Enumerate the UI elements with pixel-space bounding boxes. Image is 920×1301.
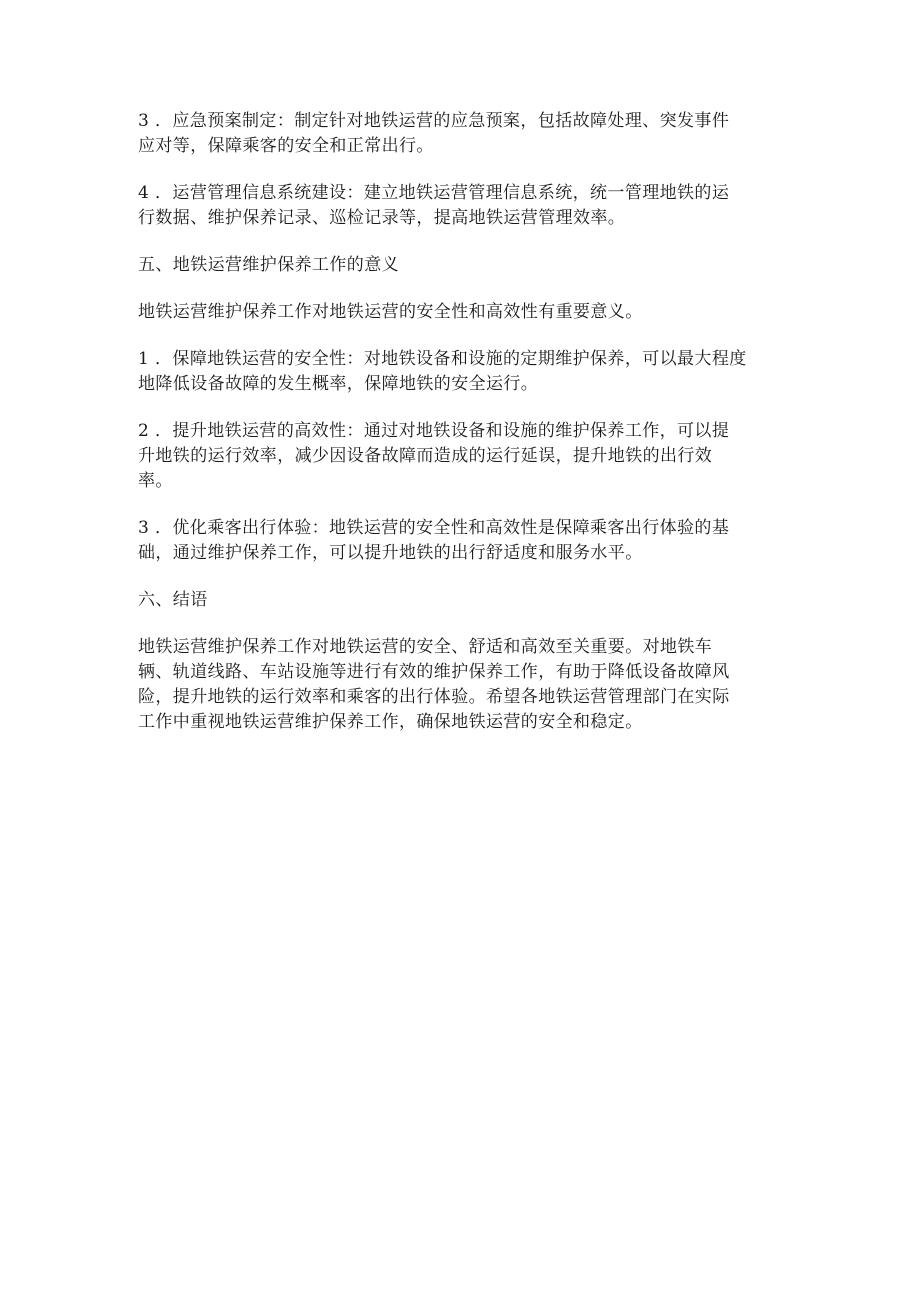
heading-text: 五、地铁运营维护保养工作的意义 [138,255,399,275]
text-line: 2 ．提升地铁运营的高效性：通过对地铁设备和设施的维护保养工作，可以提 [138,421,730,441]
list-item-safety [138,347,788,397]
list-item-passenger-experience [138,516,788,566]
body-paragraph-conclusion [138,635,788,735]
section-heading-significance [138,253,788,278]
text-line: 地铁运营维护保养工作对地铁运营的安全、舒适和高效至关重要。对地铁车 [138,637,713,657]
text-line: 1 ．保障地铁运营的安全性：对地铁设备和设施的定期维护保养，可以最大程度 [138,349,747,369]
body-paragraph-intro [138,300,788,325]
list-item-emergency-plan [138,109,788,159]
text-line: 3 ．优化乘客出行体验：地铁运营的安全性和高效性是保障乘客出行体验的基 [138,518,730,538]
text-line: 率。 [138,471,173,491]
text-line: 地铁运营维护保养工作对地铁运营的安全性和高效性有重要意义。 [138,302,643,322]
text-line: 3 ．应急预案制定：制定针对地铁运营的应急预案，包括故障处理、突发事件 [138,111,730,131]
text-line: 行数据、维护保养记录、巡检记录等，提高地铁运营管理效率。 [138,208,626,228]
text-line: 应对等，保障乘客的安全和正常出行。 [138,136,434,156]
section-heading-conclusion [138,588,788,613]
list-item-info-system [138,181,788,231]
text-line: 辆、轨道线路、车站设施等进行有效的维护保养工作，有助于降低设备故障风 [138,662,730,682]
text-line: 4 ．运营管理信息系统建设：建立地铁运营管理信息系统，统一管理地铁的运 [138,183,730,203]
document-body [138,109,788,757]
text-line: 险，提升地铁的运行效率和乘客的出行体验。希望各地铁运营管理部门在实际 [138,687,730,707]
text-line: 升地铁的运行效率，减少因设备故障而造成的运行延误，提升地铁的出行效 [138,446,713,466]
list-item-efficiency [138,419,788,494]
heading-text: 六、结语 [138,590,208,610]
text-line: 础，通过维护保养工作，可以提升地铁的出行舒适度和服务水平。 [138,543,643,563]
text-line: 地降低设备故障的发生概率，保障地铁的安全运行。 [138,374,539,394]
text-line: 工作中重视地铁运营维护保养工作，确保地铁运营的安全和稳定。 [138,712,643,732]
